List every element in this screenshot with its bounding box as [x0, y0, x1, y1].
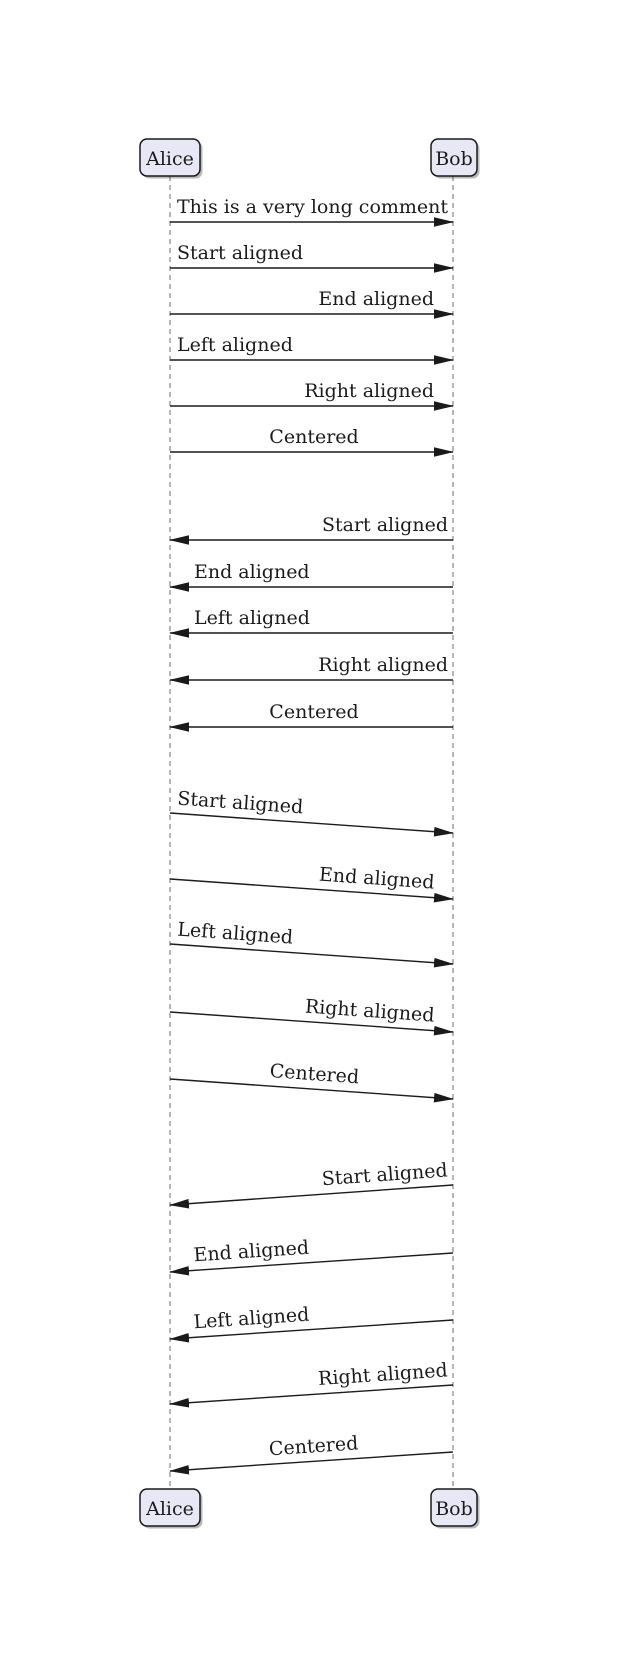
message-label: Left aligned: [192, 1303, 310, 1334]
message-arrow: [170, 1385, 453, 1404]
message-21-centered: [170, 1432, 453, 1471]
message-arrow: [170, 813, 453, 833]
message-2-start-aligned: [170, 242, 453, 268]
message-label: Start aligned: [176, 787, 304, 819]
message-4-left-aligned: [170, 334, 453, 360]
message-16-centered: [170, 1060, 453, 1099]
message-label: Centered: [268, 1432, 359, 1461]
message-label: Right aligned: [318, 654, 448, 676]
message-5-right-aligned: [170, 380, 453, 406]
actor-label-bob-top: Bob: [435, 148, 473, 170]
message-20-right-aligned: [170, 1359, 453, 1404]
message-14-left-aligned: [170, 919, 453, 964]
message-12-start-aligned: [170, 788, 453, 833]
message-17-start-aligned: [170, 1159, 453, 1205]
message-label: Right aligned: [317, 1359, 449, 1391]
message-18-end-aligned: [170, 1237, 453, 1272]
message-arrow: [170, 1185, 453, 1205]
message-label: Start aligned: [321, 514, 448, 536]
message-3-end-aligned: [170, 288, 453, 314]
message-15-right-aligned: [170, 996, 453, 1032]
message-1-this-is-a-very-long-comment: [170, 196, 453, 222]
message-label: Centered: [269, 1060, 360, 1089]
message-label: Right aligned: [304, 380, 434, 402]
message-label: Start aligned: [321, 1159, 449, 1191]
actor-label-alice-bottom: Alice: [146, 1498, 194, 1520]
lifelines: [170, 176, 453, 1489]
message-label: Start aligned: [177, 242, 304, 264]
message-19-left-aligned: [170, 1304, 453, 1339]
message-label: Left aligned: [194, 607, 310, 629]
message-label: This is a very long comment: [177, 196, 449, 218]
messages-layer: [170, 196, 453, 1471]
message-6-centered: [170, 426, 453, 452]
message-7-start-aligned: [170, 514, 453, 540]
message-8-end-aligned: [170, 561, 453, 587]
message-10-right-aligned: [170, 654, 453, 680]
actor-label-alice-top: Alice: [146, 148, 194, 170]
message-label: End aligned: [318, 863, 436, 894]
message-label: End aligned: [192, 1236, 310, 1267]
message-label: Left aligned: [177, 334, 293, 356]
actor-label-bob-bottom: Bob: [435, 1498, 473, 1520]
message-label: End aligned: [318, 288, 434, 310]
message-11-centered: [170, 701, 453, 727]
message-label: Centered: [269, 701, 359, 723]
message-label: Right aligned: [304, 995, 436, 1027]
message-13-end-aligned: [170, 864, 453, 899]
message-9-left-aligned: [170, 607, 453, 633]
message-label: End aligned: [194, 561, 310, 583]
message-arrow: [170, 944, 453, 964]
message-label: Centered: [269, 426, 359, 448]
message-label: Left aligned: [176, 918, 294, 949]
